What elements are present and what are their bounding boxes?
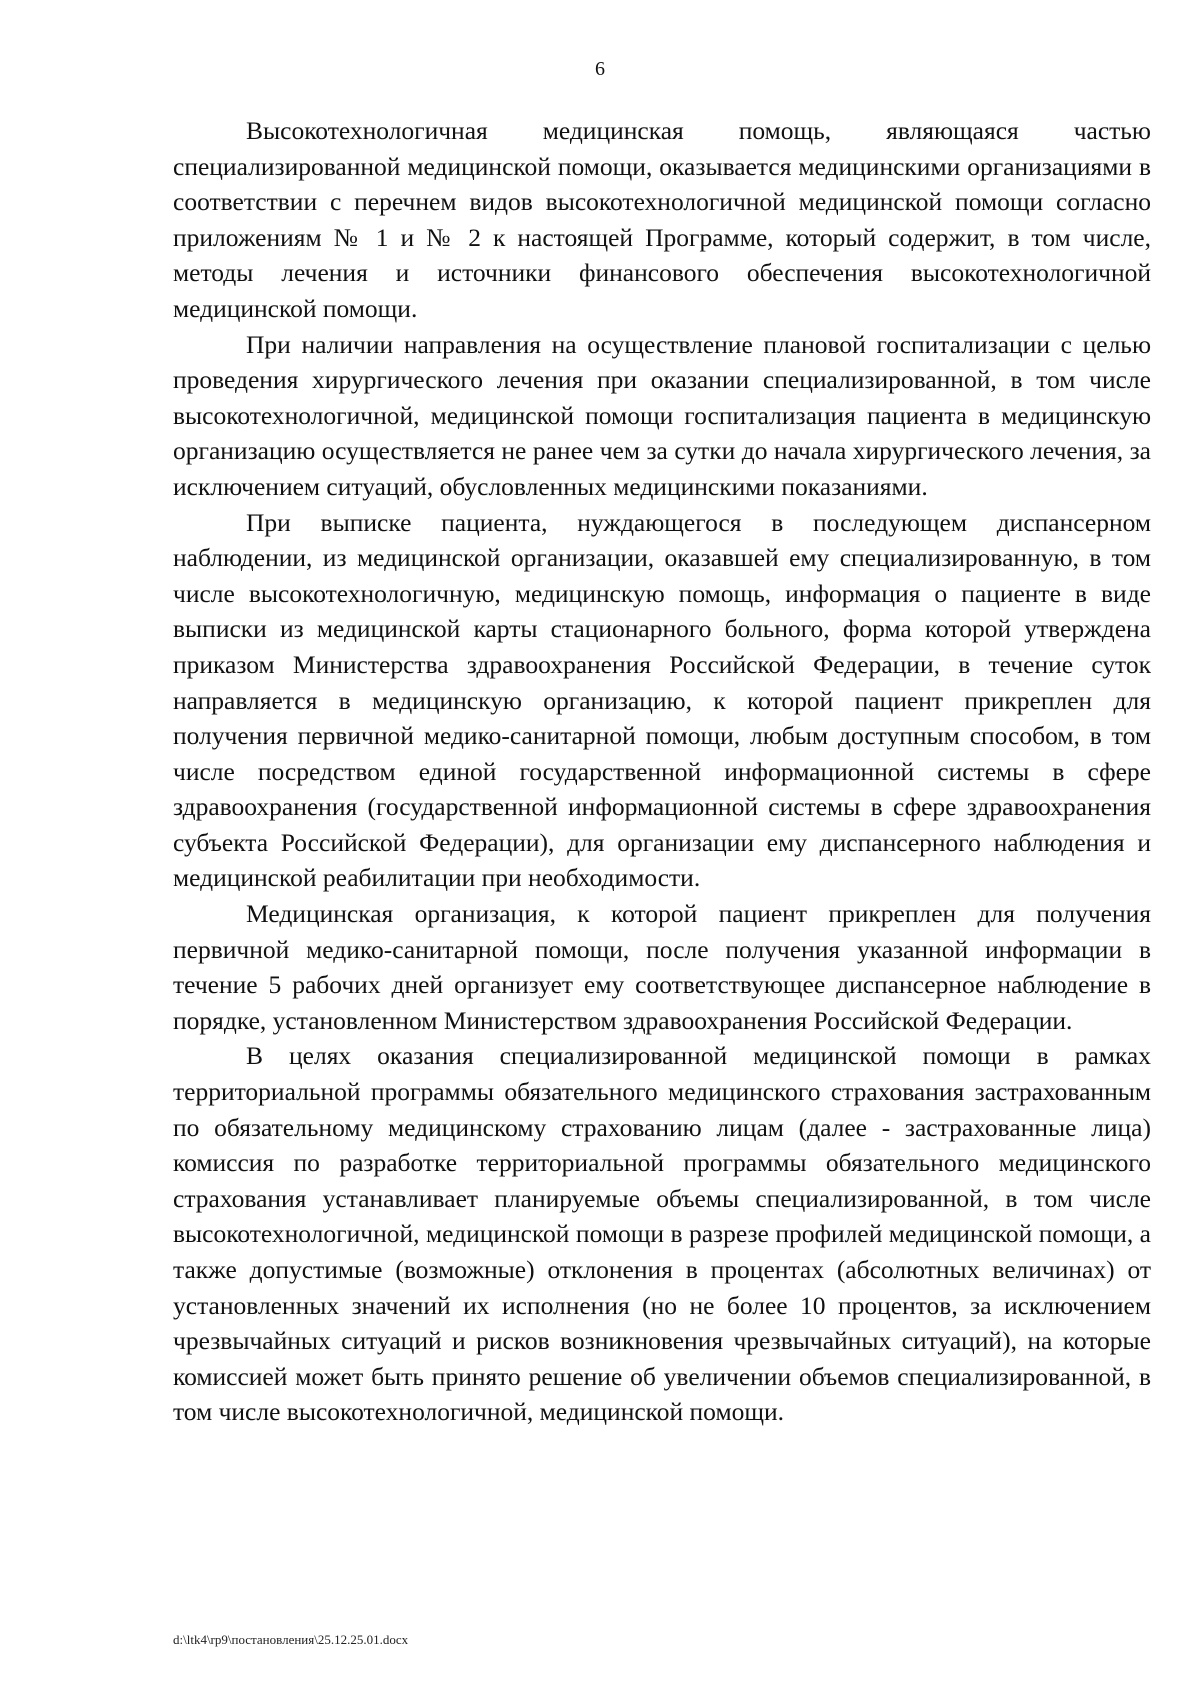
paragraph-dispensary-observation: Медицинская организация, к которой пациент прикреплен для получения первичной медико-санитарной помощи, после получения указанной информации в течение 5 рабочих дней организует ему соответствующее диспансерное наблюдение в порядке, установленном Министерством здравоохранения Российской Федерации. bbox=[173, 899, 1151, 1035]
document-body bbox=[173, 113, 1151, 1430]
paragraph-planned-hospitalization: При наличии направления на осуществление плановой госпитализации с целью проведения хирургического лечения при оказании специализированной, в том числе высокотехнологичной, медицинской помощи госпитализация пациента в медицинскую организацию осуществляется не ранее чем за сутки до начала хирургического лечения, за исключением ситуаций, обусловленных медицинскими показаниями. bbox=[173, 329, 1151, 501]
paragraph-oms-volumes: В целях оказания специализированной медицинской помощи в рамках территориальной программы обязательного медицинского страхования застрахованным по обязательному медицинскому страхованию лицам (далее - застрахованные лица) комиссия по разработке территориальной программы обязательного медицинского страхования устанавливает планируемые объемы специализированной, в том числе высокотехнологичной, медицинской помощи в разрезе профилей медицинской помощи, а также допустимые (возможные) отклонения в процентах (абсолютных величинах) от установленных значений их исполнения (но не более 10 процентов, за исключением чрезвычайных ситуаций и рисков возникновения чрезвычайных ситуаций), на которые комиссией может быть принято решение об увеличении объемов специализированной, в том числе высокотехнологичной, медицинской помощи. bbox=[173, 1041, 1151, 1427]
page-number: 6 bbox=[595, 58, 605, 80]
footer-file-path: d:\ltk4\rp9\постановления\25.12.25.01.docx bbox=[173, 1632, 409, 1647]
paragraph-patient-discharge: При выписке пациента, нуждающегося в последующем диспансерном наблюдении, из медицинской организации, оказавшей ему специализированную, в том числе высокотехнологичную, медицинскую помощь, информация о пациенте в виде выписки из медицинской карты стационарного больного, форма которой утверждена приказом Министерства здравоохранения Российской Федерации, в течение суток направляется в медицинскую организацию, к которой пациент прикреплен для получения первичной медико-санитарной помощи, любым доступным способом, в том числе посредством единой государственной информационной системы в сфере здравоохранения (государственной информационной системы в сфере здравоохранения субъекта Российской Федерации), для организации ему диспансерного наблюдения и медицинской реабилитации при необходимости. bbox=[173, 507, 1151, 893]
paragraph-high-tech-care: Высокотехнологичная медицинская помощь, являющаяся частью специализированной медицинской помощи, оказывается медицинскими организациями в соответствии с перечнем видов высокотехнологичной медицинской помощи согласно приложениям № 1 и № 2 к настоящей Программе, который содержит, в том числе, методы лечения и источники финансового обеспечения высокотехнологичной медицинской помощи. bbox=[173, 116, 1151, 323]
